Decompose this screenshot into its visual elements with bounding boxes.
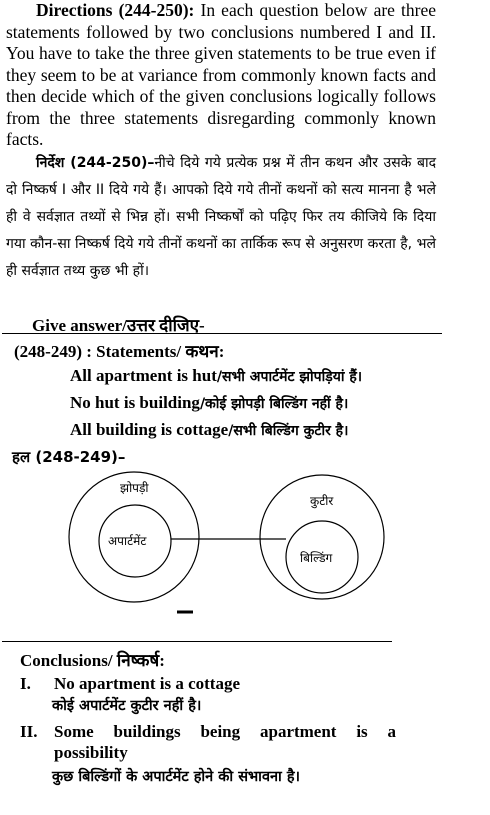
statement-1-en: All apartment is hut: [70, 366, 217, 385]
directions-heading: Directions (244-250):: [36, 0, 195, 20]
statement-3-en: All building is cottage: [70, 420, 229, 439]
conclusions-heading: [20, 648, 165, 671]
solution-heading-text: हल (248-249)–: [12, 448, 126, 466]
conclusion-1-num-text: I.: [20, 674, 31, 693]
statement-1: [70, 366, 362, 386]
statement-3: [70, 420, 348, 440]
venn-diagram: [0, 465, 490, 625]
directions-text: In each question below are three statements followed by two conclusions numbered I and II. You have to take the three given statements to be true even if they seem to be at variance from commonly known facts and then decide which of the given conclusions logically follows from the three statements disregarding commonly known facts.: [6, 0, 437, 149]
conclusions-heading-text: Conclusions/ निष्कर्ष:: [20, 651, 165, 670]
divider-bottom: [2, 641, 392, 642]
statement-1-hi: /सभी अपार्टमेंट झोपड़ियां हैं।: [216, 369, 363, 385]
divider-top: [2, 333, 442, 334]
solution-heading: [12, 447, 125, 467]
conclusion-1-number: [20, 674, 31, 694]
statement-2-en: No hut is building: [70, 393, 200, 412]
hindi-directions-text: नीचे दिये गये प्रत्येक प्रश्न में तीन कथन और उसके बाद दो निष्कर्ष I और II दिये गये हैं। आपको दिये गये तीनों कथनों को सत्य मानना है भले ही वे सर्वज्ञात तथ्यों से भिन्न हों। सभी निष्कर्षों को पढ़िए फिर तय कीजिये कि दिया गया कौन-सा निष्कर्ष दिये गये तीनों कथनों का तार्किक रूप से अनुसरण करता है, भले ही सर्वज्ञात तथ्य कुछ भी हों।: [6, 155, 437, 279]
conclusion-2-hi: [52, 766, 300, 786]
conclusion-2-en2-text: possibility: [54, 743, 128, 762]
hindi-directions-paragraph: [6, 150, 436, 285]
conclusion-2-en-line2: [54, 743, 128, 763]
building-label: बिल्डिंग: [300, 551, 333, 565]
conclusion-1-hi-text: कोई अपार्टमेंट कुटीर नहीं है।: [52, 698, 202, 714]
statements-heading-text: (248-249) : Statements/ कथन:: [14, 342, 225, 361]
statement-2: [70, 393, 348, 413]
statement-2-hi: /कोई झोपड़ी बिल्डिंग नहीं है।: [199, 396, 349, 412]
conclusion-2-number: [20, 722, 37, 742]
conclusion-2-num-text: II.: [20, 722, 38, 741]
statements-heading: [14, 339, 224, 362]
conclusion-1-en-text: No apartment is a cottage: [54, 674, 241, 693]
statement-3-hi: /सभी बिल्डिंग कुटीर है।: [228, 423, 349, 439]
conclusion-2-en-line1: [54, 722, 396, 742]
hut-label: झोपड़ी: [120, 481, 149, 495]
conclusion-2-en1-text: Some buildings being apartment is a: [54, 722, 396, 741]
apartment-label: अपार्टमेंट: [108, 534, 147, 548]
give-answer-text: Give answer/उत्तर दीजिए-: [32, 316, 205, 335]
directions-paragraph: [6, 0, 436, 151]
cottage-label: कुटीर: [310, 494, 334, 508]
hindi-directions-heading: निर्देश (244-250)–: [36, 155, 155, 171]
conclusion-1-hi: [52, 695, 201, 715]
conclusion-1-en: [54, 674, 240, 694]
conclusion-2-hi-text: कुछ बिल्डिंगों के अपार्टमेंट होने की संभावना है।: [52, 769, 301, 785]
